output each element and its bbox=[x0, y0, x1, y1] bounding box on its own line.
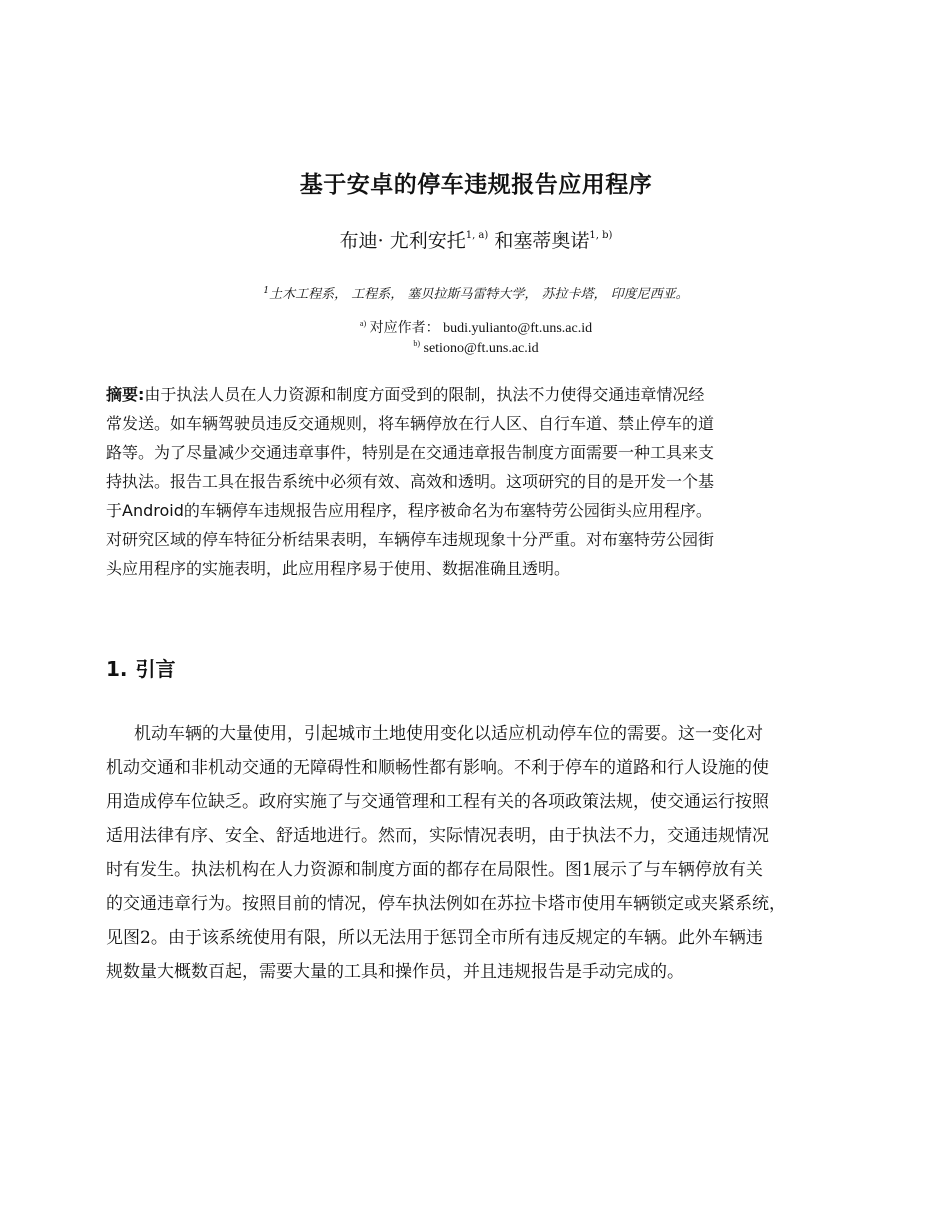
abstract-line: 路等。为了尽量减少交通违章事件，特别是在交通违章报告制度方面需要一种工具来支 bbox=[106, 443, 715, 462]
body-line: 机动交通和非机动交通的无障碍性和顺畅性都有影响。不利于停车的道路和行人设施的使 bbox=[106, 758, 769, 778]
contact-1-mark: a) bbox=[359, 319, 367, 328]
contact-2-email[interactable]: setiono@ft.uns.ac.id bbox=[423, 341, 539, 356]
section-heading bbox=[106, 654, 176, 684]
abstract-line: 对研究区域的停车特征分析结果表明，车辆停车违规现象十分严重。对布塞特劳公园街 bbox=[106, 530, 715, 549]
section-number: 1. bbox=[106, 657, 128, 681]
contact-1-email[interactable]: budi.yulianto@ft.uns.ac.id bbox=[443, 321, 593, 336]
paper-title: 基于安卓的停车违规报告应用程序 bbox=[299, 172, 653, 198]
abstract bbox=[106, 380, 826, 583]
contact-1-label: 对应作者： bbox=[369, 321, 440, 336]
affiliation-text: 土木工程系， 工程系， 塞贝拉斯马雷特大学， 苏拉卡塔， 印度尼西亚。 bbox=[269, 287, 689, 302]
author-1-affiliation-mark: 1, a) bbox=[465, 230, 489, 241]
abstract-text: 由于执法人员在人力资源和制度方面受到的限制，执法不力使得交通违章情况经 bbox=[144, 385, 705, 404]
affiliation-line bbox=[0, 285, 952, 305]
body-line: 适用法律有序、安全、舒适地进行。然而，实际情况表明，由于执法不力，交通违规情况 bbox=[106, 826, 769, 846]
author-2-name: 和塞蒂奥诺 bbox=[494, 230, 590, 252]
author-line bbox=[0, 228, 952, 254]
body-line: 用造成停车位缺乏。政府实施了与交通管理和工程有关的各项政策法规，使交通运行按照 bbox=[106, 792, 769, 812]
body-line: 的交通违章行为。按照目前的情况，停车执法例如在苏拉卡塔市使用车辆锁定或夹紧系统， bbox=[106, 894, 786, 914]
abstract-line: 头应用程序的实施表明，此应用程序易于使用、数据准确且透明。 bbox=[106, 559, 571, 578]
abstract-line: 常发送。如车辆驾驶员违反交通规则，将车辆停放在行人区、自行车道、禁止停车的道 bbox=[106, 414, 715, 433]
body-line: 见图2。由于该系统使用有限，所以无法用于惩罚全市所有违反规定的车辆。此外车辆违 bbox=[106, 928, 763, 948]
abstract-line: 于Android的车辆停车违规报告应用程序，程序被命名为布塞特劳公园街头应用程序。 bbox=[106, 501, 712, 520]
author-2-affiliation-mark: 1, b) bbox=[589, 230, 613, 241]
body-line: 机动车辆的大量使用，引起城市土地使用变化以适应机动停车位的需要。这一变化对 bbox=[134, 724, 763, 744]
abstract-label: 摘要: bbox=[106, 385, 145, 404]
body-line: 规数量大概数百起，需要大量的工具和操作员，并且违规报告是手动完成的。 bbox=[106, 962, 684, 982]
author-1-name: 布迪· 尤利安托 bbox=[339, 230, 466, 252]
section-body bbox=[106, 717, 846, 989]
contact-2-mark: b) bbox=[413, 339, 420, 348]
abstract-line bbox=[106, 380, 826, 409]
corresponding-author-line bbox=[0, 320, 952, 338]
body-line: 时有发生。执法机构在人力资源和制度方面的都存在局限性。图1展示了与车辆停放有关 bbox=[106, 860, 763, 880]
abstract-line: 持执法。报告工具在报告系统中必须有效、高效和透明。这项研究的目的是开发一个基 bbox=[106, 472, 715, 491]
affiliation-mark: 1 bbox=[263, 286, 270, 296]
section-title: 引言 bbox=[135, 657, 176, 681]
second-contact-line bbox=[0, 340, 952, 358]
